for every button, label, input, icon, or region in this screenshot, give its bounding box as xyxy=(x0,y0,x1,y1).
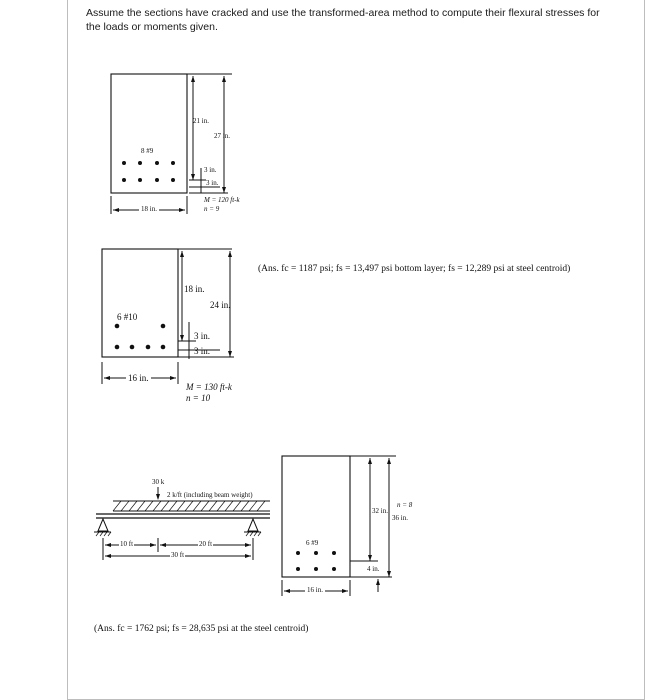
fig1-depth-27: 27 in. xyxy=(214,132,230,140)
fig3-bar-label: 6 #9 xyxy=(306,539,319,547)
fig1-width: 18 in. xyxy=(141,205,157,213)
problem-statement: Assume the sections have cracked and use the transformed-area method to compute their flexural stresses for the loads or moments given. xyxy=(86,7,600,33)
fig3-span-right: 20 ft xyxy=(199,540,213,548)
fig2-spacing-1: 3 in. xyxy=(194,331,211,341)
figure-1-rebar xyxy=(122,161,175,182)
fig3-width: 16 in. xyxy=(307,586,323,594)
fig2-spacing-2: 3 in. xyxy=(194,346,211,356)
figure-1-section xyxy=(111,74,232,214)
fig2-depth-24: 24 in. xyxy=(210,300,231,310)
fig1-bar-label: 8 #9 xyxy=(141,147,154,155)
fig1-spacing-2: 3 in. xyxy=(206,179,219,187)
figure-3-section xyxy=(282,456,396,596)
fig3-point-load: 30 k xyxy=(152,478,165,486)
fig2-modular-ratio: n = 10 xyxy=(186,393,211,403)
fig3-depth-36: 36 in. xyxy=(392,514,408,522)
fig3-depth-32: 32 in. xyxy=(372,507,388,515)
fig2-bar-label: 6 #10 xyxy=(117,312,138,322)
fig3-modular-ratio: n = 8 xyxy=(397,501,413,509)
fig3-span-total: 30 ft xyxy=(171,551,185,559)
figure-3-rebar xyxy=(296,551,336,571)
fig1-depth-21: 21 in. xyxy=(193,117,209,125)
fig2-moment: M = 130 ft-k xyxy=(186,382,232,392)
answer-problem-3: (Ans. fc = 1762 psi; fs = 28,635 psi at the steel centroid) xyxy=(94,624,309,634)
fig2-width: 16 in. xyxy=(128,373,149,383)
fig2-depth-18: 18 in. xyxy=(184,284,205,294)
answer-problem-2: (Ans. fc = 1187 psi; fs = 13,497 psi bottom layer; fs = 12,289 psi at steel centroid) xyxy=(258,264,571,274)
fig3-distributed-load: 2 k/ft (including beam weight) xyxy=(167,491,253,499)
fig1-modular-ratio: n = 9 xyxy=(204,205,220,213)
figure-1-arrows xyxy=(113,76,226,212)
fig1-spacing-1: 3 in. xyxy=(204,166,217,174)
fig1-moment: M = 120 ft-k xyxy=(204,196,240,204)
figure-2-rebar xyxy=(115,324,166,350)
fig3-span-left: 10 ft xyxy=(120,540,134,548)
fig3-cover: 4 in. xyxy=(367,565,380,573)
